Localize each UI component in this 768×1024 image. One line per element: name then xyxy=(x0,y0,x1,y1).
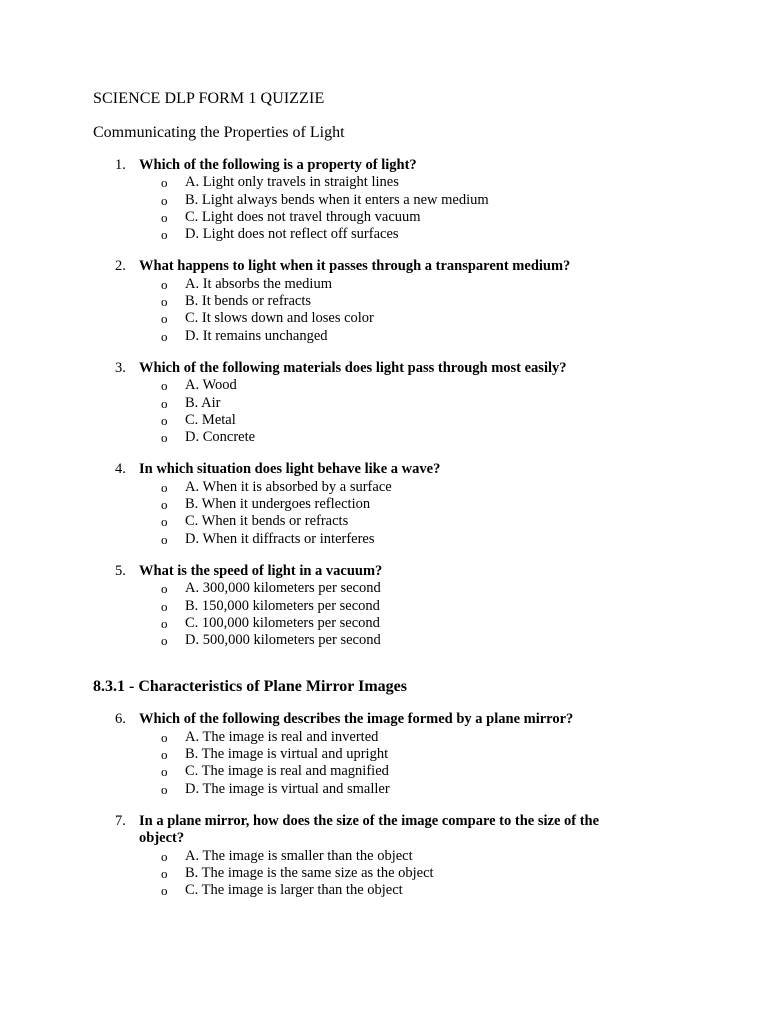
options-list xyxy=(93,479,708,548)
option-text: B. Air xyxy=(185,394,221,411)
option-text: A. When it is absorbed by a surface xyxy=(185,478,392,495)
option-d xyxy=(161,531,708,548)
bullet-icon: o xyxy=(161,227,168,243)
option-c xyxy=(161,412,708,429)
option-text: A. The image is real and inverted xyxy=(185,728,379,745)
option-b xyxy=(161,598,708,615)
bullet-icon: o xyxy=(161,395,168,411)
option-text: A. Wood xyxy=(185,377,237,394)
bullet-icon: o xyxy=(161,192,168,208)
bullet-icon: o xyxy=(161,497,168,513)
option-b xyxy=(161,395,708,412)
options-list xyxy=(93,276,708,345)
option-text: D. 500,000 kilometers per second xyxy=(185,632,381,649)
question-text: In which situation does light behave like a wave? xyxy=(139,461,441,478)
option-a xyxy=(161,848,708,865)
question-3 xyxy=(93,360,708,446)
option-b xyxy=(161,865,708,882)
option-d xyxy=(161,328,708,345)
bullet-icon: o xyxy=(161,430,168,446)
bullet-icon: o xyxy=(161,781,168,797)
bullet-icon: o xyxy=(161,764,168,780)
document-title: SCIENCE DLP FORM 1 QUIZZIE xyxy=(93,90,325,107)
question-number: 7. xyxy=(115,812,126,829)
option-b xyxy=(161,293,708,310)
option-text: A. 300,000 kilometers per second xyxy=(185,580,381,597)
option-text: C. When it bends or refracts xyxy=(185,513,349,530)
option-text: C. The image is larger than the object xyxy=(185,882,403,899)
question-text: Which of the following is a property of light? xyxy=(139,157,417,173)
bullet-icon: o xyxy=(161,479,168,495)
option-c xyxy=(161,615,708,632)
question-1 xyxy=(93,157,708,243)
option-text: B. It bends or refracts xyxy=(185,293,312,310)
option-text: B. Light always bends when it enters a new medium xyxy=(185,191,489,208)
question-number: 1. xyxy=(115,157,126,173)
option-text: D. When it diffracts or interferes xyxy=(185,530,375,547)
bullet-icon: o xyxy=(161,328,168,344)
option-text: D. It remains unchanged xyxy=(185,327,328,344)
option-a xyxy=(161,580,708,597)
option-a xyxy=(161,276,708,293)
question-text: In a plane mirror, how does the size of the image compare to the size of the object? xyxy=(139,812,600,847)
option-c xyxy=(161,763,708,780)
option-a xyxy=(161,377,708,394)
bullet-icon: o xyxy=(161,581,168,597)
option-c xyxy=(161,513,708,530)
option-text: C. Metal xyxy=(185,411,236,428)
option-a xyxy=(161,174,708,191)
option-a xyxy=(161,729,708,746)
bullet-icon: o xyxy=(161,378,168,394)
bullet-icon: o xyxy=(161,865,168,881)
bullet-icon: o xyxy=(161,175,168,191)
option-text: A. The image is smaller than the object xyxy=(185,847,413,864)
option-text: A. It absorbs the medium xyxy=(185,275,332,292)
option-text: C. 100,000 kilometers per second xyxy=(185,614,380,631)
option-b xyxy=(161,746,708,763)
option-text: B. The image is virtual and upright xyxy=(185,746,389,763)
question-text: What happens to light when it passes through a transparent medium? xyxy=(139,258,571,275)
bullet-icon: o xyxy=(161,311,168,327)
option-d xyxy=(161,226,708,243)
bullet-icon: o xyxy=(161,848,168,864)
bullet-icon: o xyxy=(161,531,168,547)
bullet-icon: o xyxy=(161,747,168,763)
option-d xyxy=(161,781,708,798)
section-heading: Communicating the Properties of Light xyxy=(93,124,345,141)
bullet-icon: o xyxy=(161,514,168,530)
bullet-icon: o xyxy=(161,729,168,745)
option-text: C. Light does not travel through vacuum xyxy=(185,208,421,225)
question-4 xyxy=(93,461,708,547)
options-list xyxy=(93,377,708,446)
bullet-icon: o xyxy=(161,412,168,428)
option-text: D. Light does not reflect off surfaces xyxy=(185,226,399,243)
question-number: 2. xyxy=(115,258,126,275)
bullet-icon: o xyxy=(161,276,168,292)
options-list xyxy=(93,729,708,798)
bullet-icon: o xyxy=(161,633,168,649)
option-text: A. Light only travels in straight lines xyxy=(185,174,399,191)
question-5 xyxy=(93,563,708,649)
bullet-icon: o xyxy=(161,294,168,310)
section-properties-of-light xyxy=(93,123,708,649)
bullet-icon: o xyxy=(161,598,168,614)
option-a xyxy=(161,479,708,496)
option-c xyxy=(161,209,708,226)
option-b xyxy=(161,496,708,513)
question-text: What is the speed of light in a vacuum? xyxy=(139,562,383,579)
question-number: 3. xyxy=(115,359,126,376)
bullet-icon: o xyxy=(161,883,168,899)
option-text: D. Concrete xyxy=(185,429,256,446)
section-plane-mirror-images xyxy=(93,677,708,899)
option-c xyxy=(161,310,708,327)
question-number: 6. xyxy=(115,711,126,728)
question-number: 5. xyxy=(115,562,126,579)
option-text: C. The image is real and magnified xyxy=(185,763,389,780)
options-list xyxy=(93,174,708,243)
options-list xyxy=(93,580,708,649)
option-b xyxy=(161,192,708,209)
option-text: B. When it undergoes reflection xyxy=(185,496,371,513)
option-text: D. The image is virtual and smaller xyxy=(185,780,390,797)
question-7 xyxy=(93,813,708,899)
question-text: Which of the following describes the image formed by a plane mirror? xyxy=(139,711,574,728)
option-c xyxy=(161,882,708,899)
question-number: 4. xyxy=(115,461,126,478)
section-heading: 8.3.1 - Characteristics of Plane Mirror Images xyxy=(93,678,407,696)
option-d xyxy=(161,429,708,446)
question-2 xyxy=(93,258,708,344)
option-d xyxy=(161,632,708,649)
bullet-icon: o xyxy=(161,615,168,631)
options-list xyxy=(93,848,708,900)
question-6 xyxy=(93,711,708,797)
option-text: C. It slows down and loses color xyxy=(185,310,374,327)
bullet-icon: o xyxy=(161,209,168,225)
option-text: B. 150,000 kilometers per second xyxy=(185,597,380,614)
option-text: B. The image is the same size as the object xyxy=(185,864,434,881)
question-text: Which of the following materials does light pass through most easily? xyxy=(139,359,567,376)
